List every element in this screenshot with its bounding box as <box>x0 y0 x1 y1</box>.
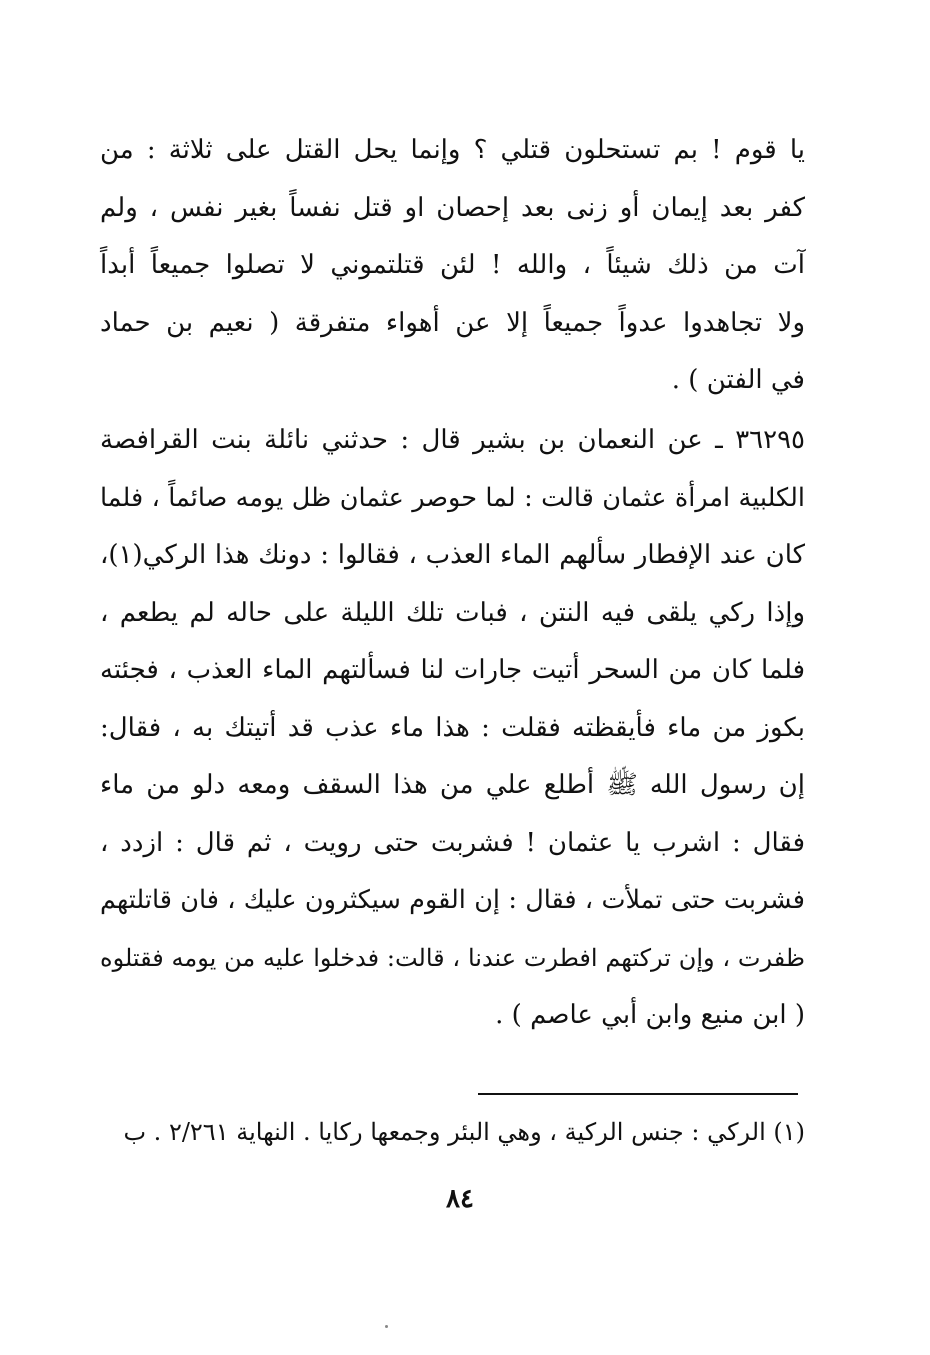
text-line: ٣٦٢٩٥ ـ عن النعمان بن بشير قال : حدثني نائلة بنت القرافصة <box>100 425 806 455</box>
text-line: كان عند الإفطار سألهم الماء العذب ، فقالوا : دونك هذا الركي(١)، <box>100 540 805 570</box>
text-line: ولا تجاهدوا عدواً جميعاً إلا عن أهواء متفرقة ( نعيم بن حماد <box>100 307 805 338</box>
text-line: ( ابن منيع وابن أبي عاصم ) . <box>495 1000 805 1030</box>
text-line: كفر بعد إيمان أو زنى بعد إحصان او قتل نفساً بغير نفس ، ولم <box>100 192 805 223</box>
text-line: وإذا ركي يلقى فيه النتن ، فبات تلك الليلة على حاله لم يطعم ، <box>100 597 805 628</box>
text-line: فشربت حتى تملأت ، فقال : إن القوم سيكثرون عليك ، فان قاتلتهم <box>100 885 805 915</box>
text-line: إن رسول الله ﷺ أطلع علي من هذا السقف ومعه دلو من ماء <box>100 770 805 800</box>
text-line: فقال : اشرب يا عثمان ! فشربت حتى رويت ، ثم قال : ازدد ، <box>100 827 805 858</box>
scan-speck <box>385 1325 388 1328</box>
text-line: بكوز من ماء فأيقظته فقلت : هذا ماء عذب قد أتيتك به ، فقال: <box>100 712 805 743</box>
paragraph-2-hadith-36295 <box>100 412 805 1045</box>
paragraph-1 <box>100 122 805 410</box>
text-line: في الفتن ) . <box>671 365 805 395</box>
footnote-divider <box>478 1093 798 1095</box>
text-line: الكلبية امرأة عثمان قالت : لما حوصر عثمان ظل يومه صائماً ، فلما <box>100 482 805 513</box>
text-line: فلما كان من السحر أتيت جارات لنا فسألتهم الماء العذب ، فجئته <box>100 655 805 685</box>
text-line: آت من ذلك شيئاً ، والله ! لئن قتلتموني لا تصلوا جميعاً أبداً <box>100 250 805 280</box>
text-line: ظفرت ، وإن تركتهم افطرت عندنا ، قالت: فدخلوا عليه من يومه فقتلوه <box>100 943 805 972</box>
footnote: (١) الركي : جنس الركية ، وهي البئر وجمعها ركايا . النهاية ٢/٢٦١ . ب <box>123 1118 805 1146</box>
page-number: ٨٤ <box>446 1184 474 1214</box>
text-line: يا قوم ! بم تستحلون قتلي ؟ وإنما يحل القتل على ثلاثة : من <box>100 135 805 165</box>
